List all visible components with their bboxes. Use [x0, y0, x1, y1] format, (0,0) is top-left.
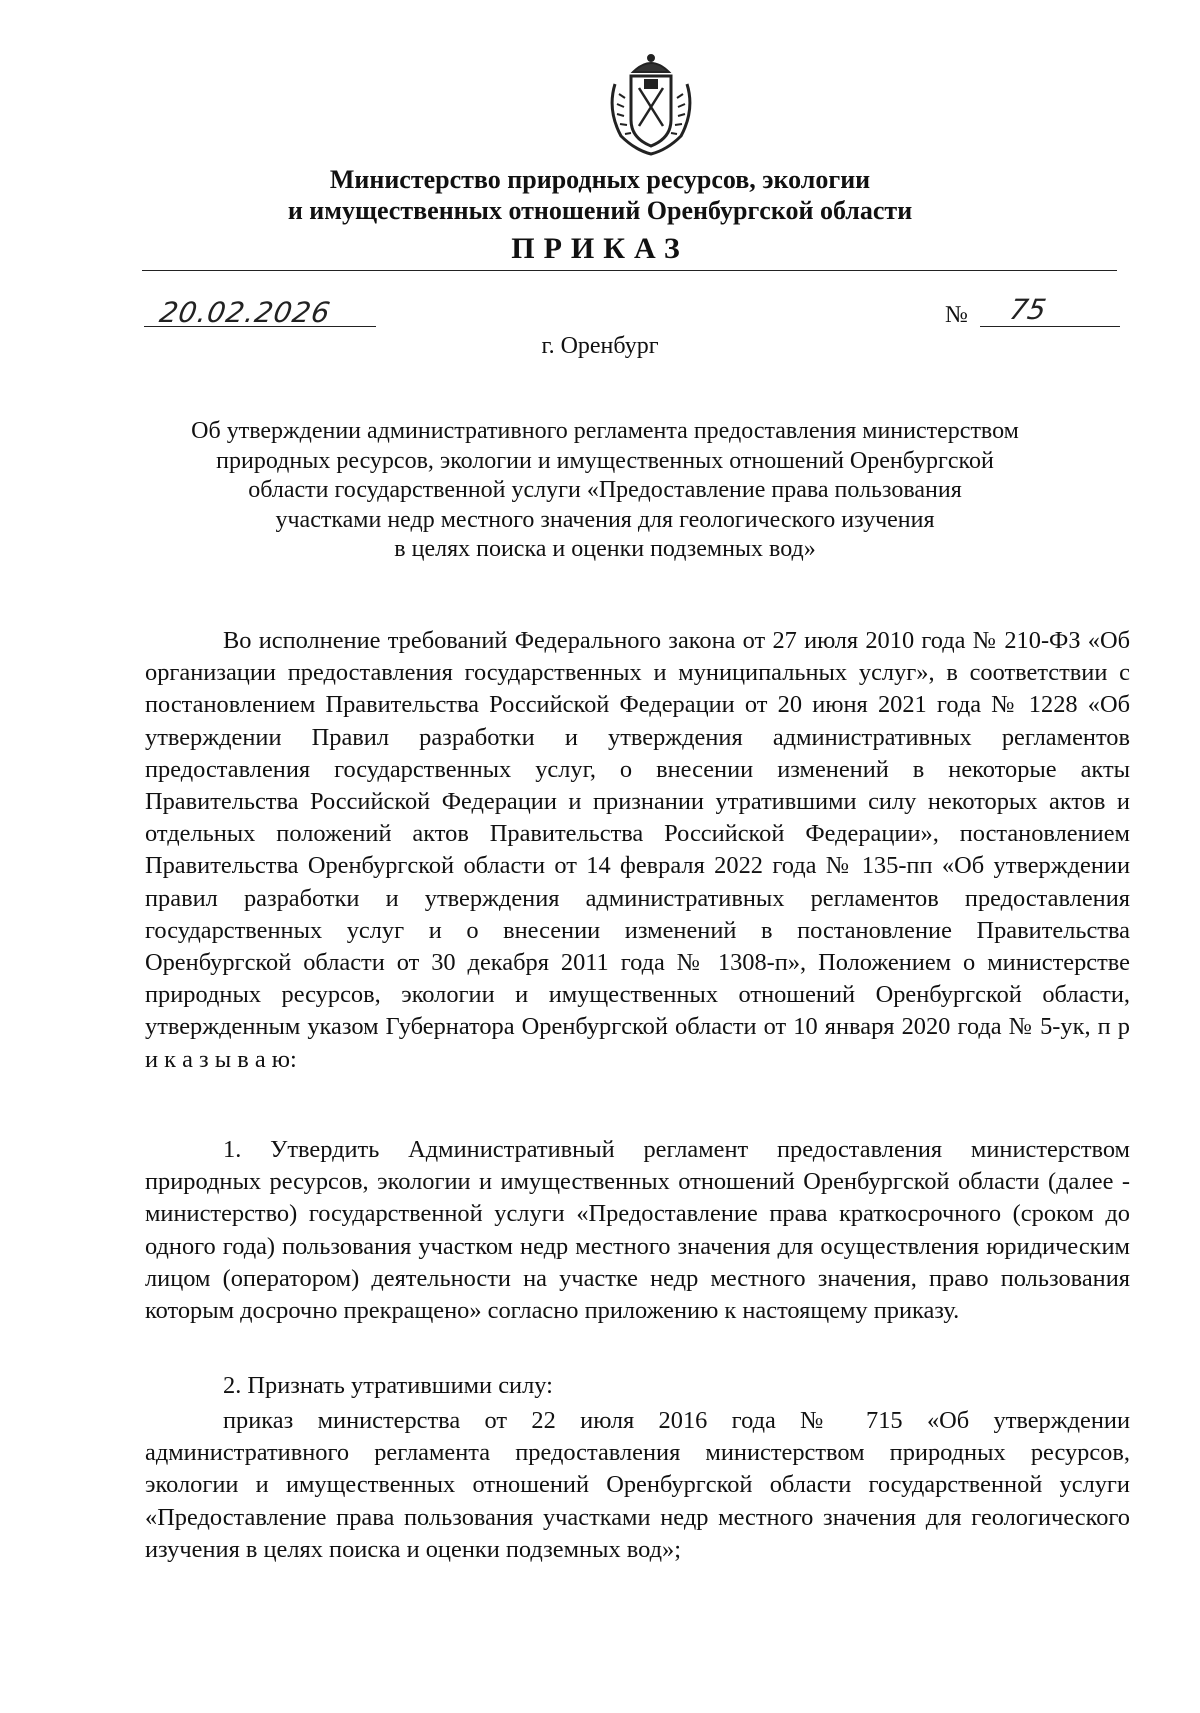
city: г. Оренбург	[541, 333, 659, 359]
subject-line: в целях поиска и оценки подземных вод»	[394, 536, 816, 562]
coat-of-arms-icon	[603, 50, 699, 158]
document-type-title: ПРИКАЗ	[511, 232, 689, 265]
item-2-block	[145, 1370, 1130, 1402]
subject-line: природных ресурсов, экологии и имущественных отношений Оренбургской	[216, 447, 994, 474]
subject-line: области государственной услуги «Предоставление права пользования	[248, 477, 962, 503]
item-1-paragraph: 1. Утвердить Административный регламент предоставления министерством природных ресурсов, экологии и имущественных отношений Оренбургской области (далее - министерство) государственной услуги «Предоставление права краткосрочного (сроком до одного года) пользования участком недр местного значения для осуществления юридическим лицом (оператором) деятельности на участке недр местного значения, право пользования которым досрочно прекращено» согласно приложению к настоящему приказу.	[145, 1136, 1130, 1325]
header-divider	[142, 270, 1117, 271]
item-2-paragraph: 2. Признать утратившими силу:	[223, 1372, 553, 1399]
item-2-sub-1-block	[145, 1405, 1130, 1566]
document-subject	[150, 417, 1060, 565]
subject-line: участками недр местного значения для геологического изучения	[275, 506, 935, 533]
item-2-sub-1-paragraph: приказ министерства от 22 июля 2016 года № 715 «Об утверждении административного регламента предоставления министерством природных ресурсов, экологии и имущественных отношений Оренбургской области государственной услуги «Предоставление права пользования участками недр местного значения для геологического изучения в целях поиска и оценки подземных вод»;	[145, 1407, 1130, 1563]
subject-line: Об утверждении административного регламента предоставления министерством	[191, 418, 1019, 444]
ministry-name-line-1: Министерство природных ресурсов, экологии	[329, 165, 871, 194]
date-underline	[144, 326, 376, 327]
number-underline	[980, 326, 1120, 327]
ministry-name-line-2: и имущественных отношений Оренбургской области	[287, 196, 913, 225]
handwritten-date: 20.02.2026	[157, 296, 334, 329]
preamble-paragraph: Во исполнение требований Федерального закона от 27 июля 2010 года № 210-ФЗ «Об организации предоставления государственных и муниципальных услуг», в соответствии с постановлением Правительства Российской Федерации от 20 июня 2021 года № 1228 «Об утверждении Правил разработки и утверждения административных регламентов предоставления государственных услуг, о внесении изменений в некоторые акты Правительства Российской Федерации и признании утратившими силу некоторых актов и отдельных положений актов Правительства Российской Федерации», постановлением Правительства Оренбургской области от 14 февраля 2022 года № 135-пп «Об утверждении правил разработки и утверждения административных регламентов предоставления государственных услуг и о внесении изменений в постановление Правительства Оренбургской области от 30 декабря 2011 года № 1308-п», Положением о министерстве природных ресурсов, экологии и имущественных отношений Оренбургской области, утвержденным указом Губернатора Оренбургской области от 10 января 2020 года № 5-ук, п р и к а з ы в а ю:	[145, 627, 1130, 1073]
preamble-block	[145, 625, 1130, 1076]
handwritten-number: 75	[1007, 293, 1049, 326]
item-1-block	[145, 1134, 1130, 1327]
number-label: №	[945, 302, 968, 328]
